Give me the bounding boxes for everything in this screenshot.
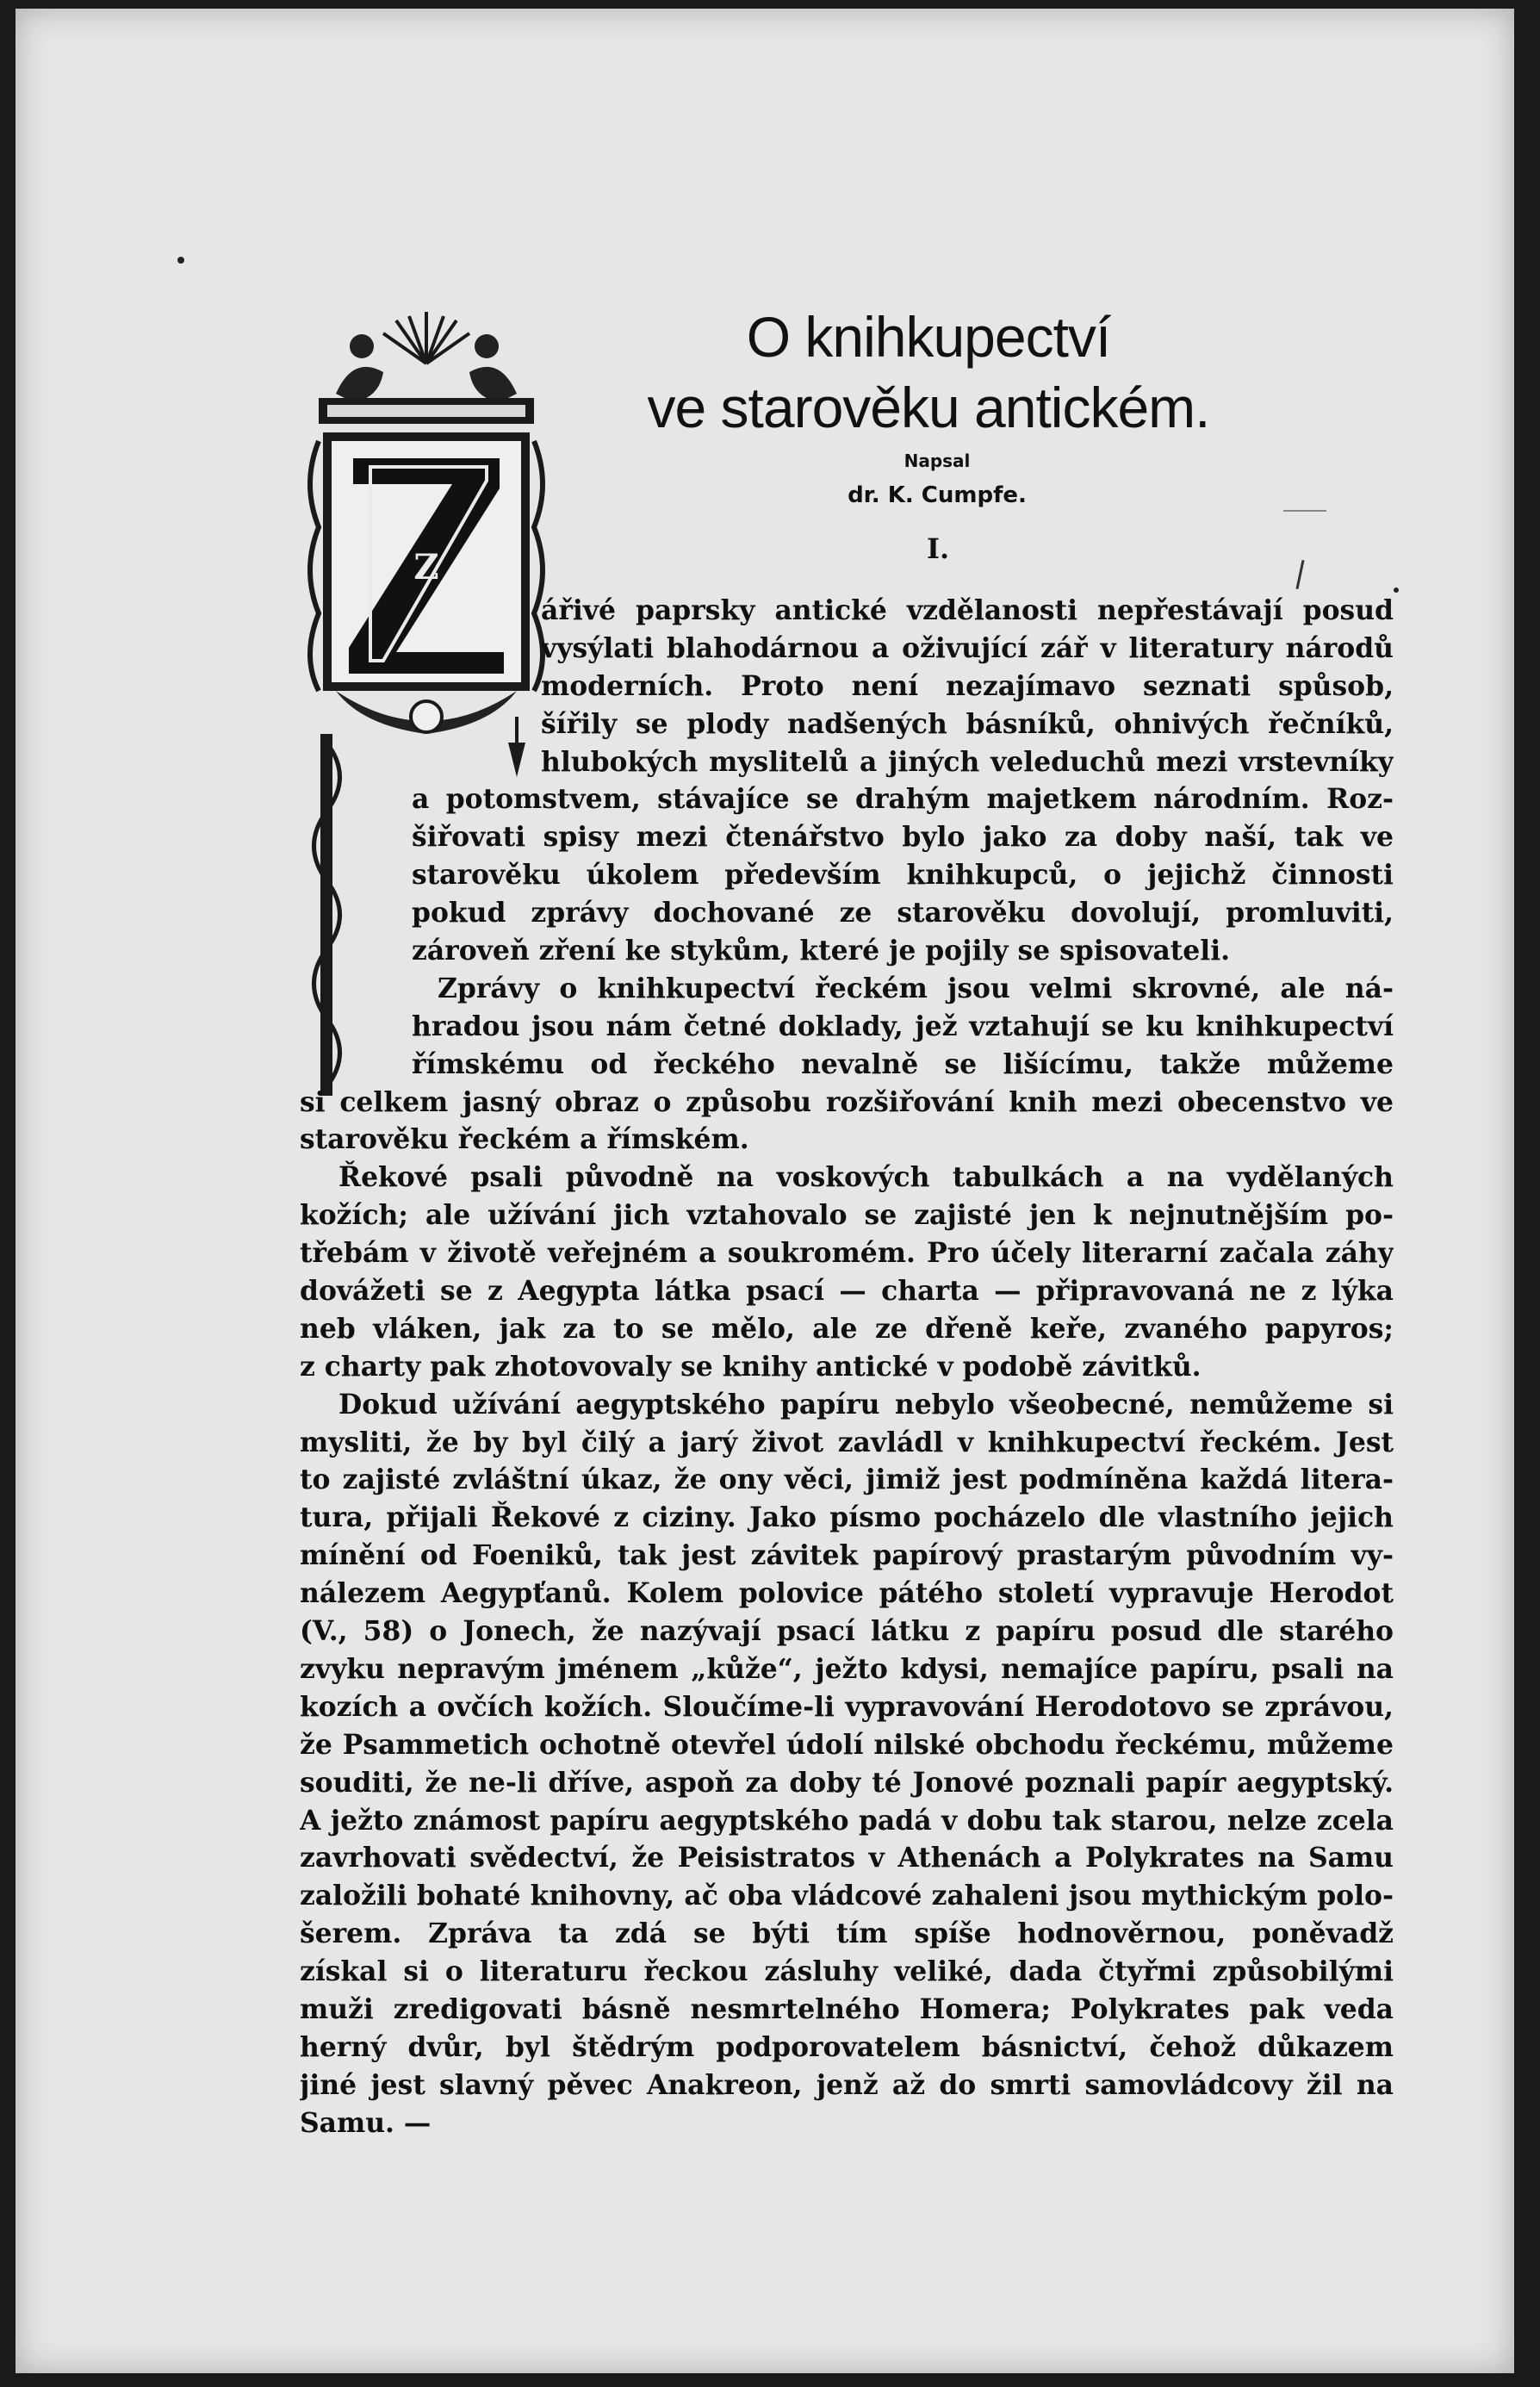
text-line: Řekové psali původně na voskových tabulkách a na vydělaných <box>338 1162 1394 1194</box>
article-body <box>300 593 1395 2143</box>
text-line: starověku řeckém a římském. <box>300 1124 749 1156</box>
text-line: Zprávy o knihkupectví řeckém jsou velmi skrovné, ale ná- <box>438 973 1394 1004</box>
text-line: neb vláken, jak za to se mělo, ale ze dřeně keře, zvaného papyros; <box>300 1313 1394 1345</box>
text-line: A ježto známost papíru aegyptského padá v dobu tak starou, nelze zcela <box>300 1805 1394 1837</box>
text-line: moderních. Proto není nezajímavo seznati spůsob, <box>541 670 1394 702</box>
text-line: (V., 58) o Jonech, že nazývají psací látku z papíru posud dle starého <box>300 1616 1394 1648</box>
text-line: třebám v životě veřejném a soukromém. Pro účely literarní začala záhy <box>300 1238 1394 1270</box>
text-line: římskému od řeckého nevalně se lišícímu, takže můžeme <box>412 1048 1394 1080</box>
text-line: vysýlati blahodárnou a oživující zář v literatury národů <box>541 632 1394 664</box>
text-line: pokud zprávy dochované ze starověku dovolují, promluviti, <box>412 898 1394 929</box>
text-line: tura, přijali Řekové z ciziny. Jako písmo pocházelo dle vlastního jejich <box>300 1502 1394 1534</box>
article-title <box>636 301 1221 443</box>
text-line: to zajisté zvláštní úkaz, že ony věci, jimiž jest podmíněna každá litera- <box>300 1464 1394 1496</box>
text-line: zavrhovati svědectví, že Peisistratos v Athenách a Polykrates na Samu <box>300 1843 1394 1874</box>
byline-label: Napsal <box>904 451 971 471</box>
title-line-1: O knihkupectví <box>746 305 1111 369</box>
drop-cap-letter: Z <box>413 547 439 587</box>
text-line: hradou jsou nám četné doklady, jež vztahují se ku knihkupectví <box>412 1010 1394 1042</box>
text-line: šerem. Zpráva ta zdá se býti tím spíše hodnověrnou, poněvadž <box>300 1918 1394 1950</box>
book-page <box>16 9 1514 2373</box>
text-line: starověku úkolem především knihkupců, o jejichž činnosti <box>412 860 1394 892</box>
pencil-mark <box>1283 510 1326 512</box>
section-number: I. <box>927 532 950 565</box>
author-name: dr. K. Cumpfe. <box>848 482 1027 508</box>
text-line: muži zredigovati básně nesmrtelného Homera; Polykrates pak veda <box>300 1993 1394 2025</box>
pencil-mark <box>1295 560 1304 589</box>
text-line: si celkem jasný obraz o způsobu rozšiřování knih mezi obecenstvo ve <box>300 1086 1394 1118</box>
text-line: dovážeti se z Aegypta látka psací — charta — připravovaná ne z lýka <box>300 1276 1394 1308</box>
text-line: šířily se plody nadšených básníků, ohnivých řečníků, <box>541 708 1394 740</box>
text-line: založili bohaté knihovny, ač oba vládcové zahaleni jsou mythickým polo- <box>300 1880 1394 1912</box>
text-line: získal si o literaturu řeckou zásluhy veliké, dada čtyřmi způsobilými <box>300 1956 1394 1988</box>
text-line: Samu. — <box>300 2107 432 2139</box>
text-line: a potomstvem, stávajíce se drahým majetkem národním. Roz- <box>412 784 1394 816</box>
text-line: mínění od Foeniků, tak jest závitek papírový prastarým původním vy- <box>300 1540 1394 1572</box>
text-line: hlubokých myslitelů a jiných veleduchů mezi vrstevníky <box>541 746 1394 778</box>
text-line: že Psammetich ochotně otevřel údolí nilské obchodu řeckému, můžeme <box>300 1729 1394 1761</box>
text-line: nálezem Aegypťanů. Kolem polovice pátého století vypravuje Herodot <box>300 1578 1394 1610</box>
text-line: jiné jest slavný pěvec Anakreon, jenž až do smrti samovládcovy žil na <box>300 2069 1394 2101</box>
text-line: kožích; ale užívání jich vztahovalo se zajisté jen k nejnutnějším po- <box>300 1200 1394 1232</box>
text-line: mysliti, že by byl čilý a jarý život zavládl v knihkupectví řeckém. Jest <box>300 1427 1394 1458</box>
text-line: Dokud užívání aegyptského papíru nebylo všeobecné, nemůžeme si <box>338 1389 1394 1420</box>
text-line: zároveň zření ke stykům, které je pojily se spisovateli. <box>412 936 1231 967</box>
text-line: šiřovati spisy mezi čtenářstvo bylo jako za doby naší, tak ve <box>412 822 1394 854</box>
text-line: kozích a ovčích kožích. Sloučíme-li vypravování Herodotovo se zprávou, <box>300 1691 1394 1723</box>
text-line: ářivé paprsky antické vzdělanosti nepřestávají posud <box>541 595 1394 626</box>
text-line: herný dvůr, byl štědrým podporovatelem básnictví, čehož důkazem <box>300 2031 1394 2063</box>
ink-speck <box>177 257 184 264</box>
text-line: souditi, že ne-li dříve, aspoň za doby té Jonové poznali papír aegyptský. <box>300 1767 1394 1799</box>
title-line-2: ve starověku antickém. <box>647 376 1210 439</box>
text-line: z charty pak zhotovovaly se knihy antické v podobě závitků. <box>300 1351 1202 1383</box>
text-line: zvyku nepravým jménem „kůže“, ježto kdysi, nemajíce papíru, psali na <box>300 1653 1394 1685</box>
